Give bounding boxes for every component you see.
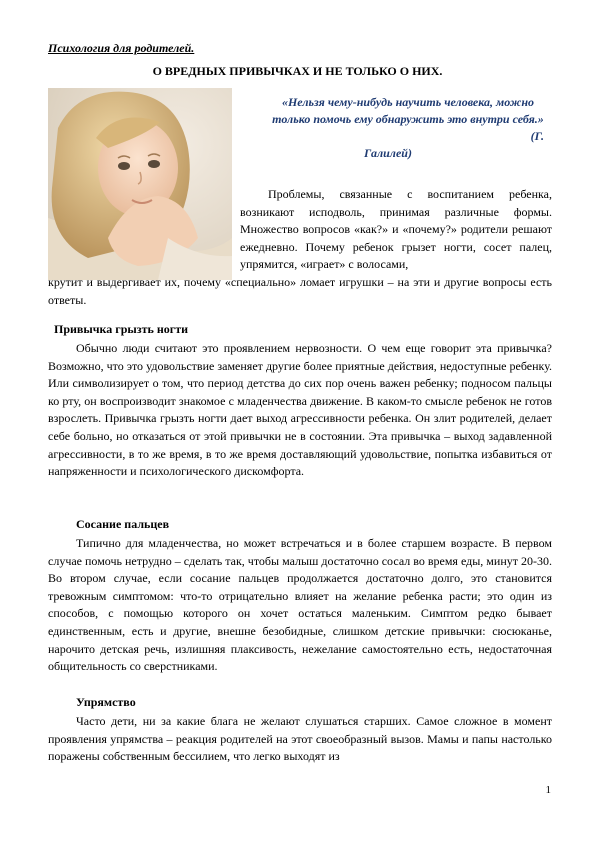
- header-rubric: Психология для родителей.: [48, 41, 195, 55]
- epigraph-text: «Нельзя чему-нибудь научить человека, можно только помочь ему обнаружить это внутри себя.»: [272, 95, 544, 126]
- epigraph-author-part1: (Г.: [530, 129, 544, 143]
- intro-paragraph-part2: крутит и выдергивает их, почему «специально» ломает игрушки – на эти и другие вопросы есть ответы.: [48, 275, 552, 307]
- article-title: О ВРЕДНЫХ ПРИВЫЧКАХ И НЕ ТОЛЬКО О НИХ.: [152, 64, 443, 78]
- section-title-stubbornness: Упрямство: [76, 695, 136, 709]
- epigraph-author-part2: Галилей): [364, 146, 412, 160]
- epigraph: [268, 94, 548, 162]
- page-number: 1: [545, 784, 551, 796]
- child-photo: [48, 88, 232, 280]
- section-text-stubbornness: Часто дети, ни за какие блага не желают слушаться старших. Самое сложное в момент проявления упрямства – реакция родителей на этот своеобразный вызов. Мамы и папы настолько поражены собственным бессилием, что легко выходят из: [48, 714, 552, 764]
- section-text-thumb-sucking: Типично для младенчества, но может встречаться и в более старшем возрасте. В первом случае помочь нетрудно – сделать так, чтобы малыш достаточно сосал во время еды, минут 20-30. Во втором случае, если сосание пальцев продолжается достаточно долго, это становится тревожным симптомом: что-то отрицательно влияет на желание ребенка расти; это один из способов, с помощью которого он хочет остаться маленьким. Симптом редко бывает единственным, есть и другие, внешне безобидные, слишком детские привычки: сюсюканье, нарочито детская речь, излишняя плаксивость, нежелание самостоятельно есть, недостаточная общительность со сверстниками.: [48, 536, 552, 674]
- child-photo-illustration: [48, 88, 232, 280]
- section-title-thumb-sucking: Сосание пальцев: [76, 517, 170, 531]
- section-text-nail-biting: Обычно люди считают это проявлением нервозности. О чем еще говорит эта привычка? Возможно, что это удовольствие заменяет другие более приятные действия, недоступные ребенку. Или символизирует о том, что период детства до сих пор очень важен ребенку; подносом пальцы ко рту, он воспроизводит знакомое с младенчества движение. В каком-то смысле ребенок не готов взрослеть. Привычка грызть ногти дает выход агрессивности ребенка. Он злит родителей, делает себе больно, но отказаться от этой привычки не в состоянии. Эта привычка – выход задавленной агрессивности, в то же время, в то же время доставляющий удовольствие, попытка избавиться от напряженности и психологического дискомфорта.: [48, 341, 552, 479]
- section-title-nail-biting: Привычка грызть ногти: [54, 322, 188, 336]
- intro-paragraph-part1: Проблемы, связанные с воспитанием ребенка, возникают исподволь, принимая различные формы. Множество вопросов «как?» и «почему?» родители решают ежедневно. Почему ребенок грызет ногти, сосет палец, упрямится, «играет» с волосами,: [240, 187, 552, 272]
